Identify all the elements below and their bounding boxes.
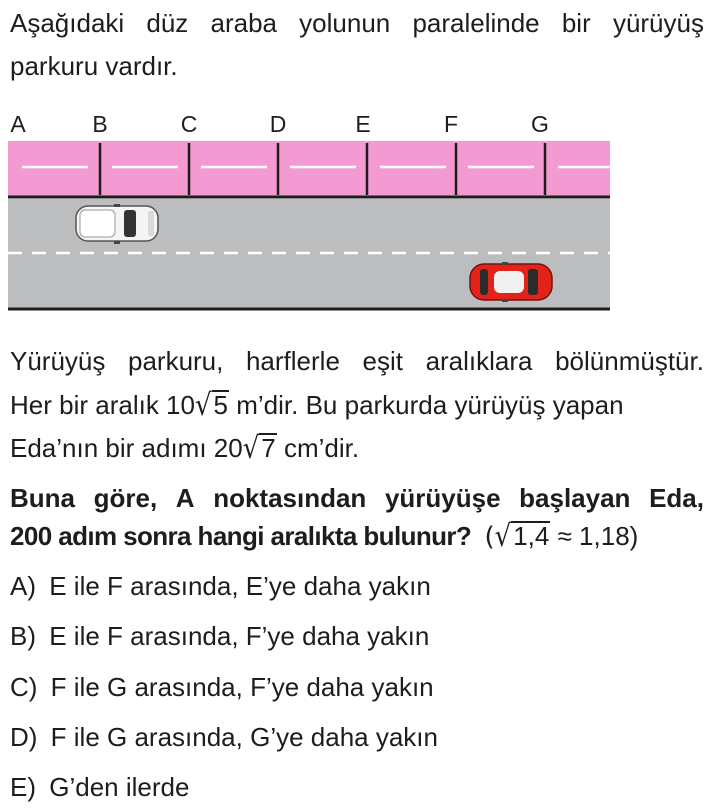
option-d[interactable] bbox=[10, 722, 438, 753]
word: Buna bbox=[10, 483, 75, 513]
question-line-1 bbox=[10, 483, 704, 514]
option-e[interactable] bbox=[10, 772, 189, 803]
word: Yürüyüş bbox=[10, 346, 106, 376]
body-line-1 bbox=[10, 346, 704, 377]
option-text: G’den ilerde bbox=[49, 772, 190, 802]
word: göre, bbox=[93, 483, 158, 513]
text-before: Eda’nın bir adımı 20 bbox=[10, 433, 243, 463]
option-a[interactable] bbox=[10, 571, 431, 602]
option-b[interactable] bbox=[10, 621, 429, 652]
radicand: 7 bbox=[261, 433, 276, 463]
option-c[interactable] bbox=[10, 672, 434, 703]
radical-sign: √ bbox=[494, 519, 512, 555]
word: Aşağıdaki bbox=[10, 8, 125, 38]
question-text: 200 adım sonra hangi aralıkta bulunur? bbox=[10, 521, 472, 551]
word: paralelinde bbox=[412, 8, 540, 38]
white-car bbox=[76, 204, 158, 244]
option-text: F ile G arasında, G’ye daha yakın bbox=[50, 722, 438, 752]
word: harflerle bbox=[245, 346, 340, 376]
question-line-2 bbox=[10, 519, 639, 555]
body-line-2 bbox=[10, 388, 624, 424]
label-B: B bbox=[92, 111, 108, 137]
hint-rest: ≈ 1,18) bbox=[550, 521, 639, 551]
hint-radicand: 1,4 bbox=[513, 521, 550, 551]
word: parkuru, bbox=[127, 346, 224, 376]
option-key: E) bbox=[10, 772, 36, 802]
intro-line-2: parkuru vardır. bbox=[10, 51, 178, 81]
label-E: E bbox=[355, 111, 371, 137]
label-C: C bbox=[180, 111, 198, 137]
radical-sign: √ bbox=[194, 388, 212, 424]
road-figure bbox=[8, 107, 614, 313]
word: bir bbox=[561, 8, 591, 38]
label-G: G bbox=[531, 111, 549, 137]
red-car bbox=[470, 262, 552, 302]
label-F: F bbox=[443, 111, 459, 137]
word: yolunun bbox=[299, 8, 391, 38]
text-after: cm’dir. bbox=[276, 433, 360, 463]
radical-sign: √ bbox=[242, 431, 260, 467]
word: Eda, bbox=[649, 483, 704, 513]
word: eşit bbox=[362, 346, 403, 376]
text-before: Her bir aralık 10 bbox=[10, 390, 195, 420]
word: araba bbox=[210, 8, 277, 38]
word: yürüyüşe bbox=[384, 483, 501, 513]
word: yürüyüş bbox=[612, 8, 704, 38]
intro-line-1 bbox=[10, 8, 704, 39]
word: düz bbox=[146, 8, 189, 38]
option-text: E ile F arasında, E’ye daha yakın bbox=[49, 571, 431, 601]
radicand: 5 bbox=[213, 390, 229, 420]
walkway bbox=[8, 141, 610, 197]
label-D: D bbox=[269, 111, 287, 137]
word: A bbox=[175, 483, 195, 513]
option-key: B) bbox=[10, 621, 36, 651]
option-text: E ile F arasında, F’ye daha yakın bbox=[49, 621, 430, 651]
word: bölünmüştür. bbox=[555, 346, 704, 376]
option-text: F ile G arasında, F’ye daha yakın bbox=[50, 672, 434, 702]
text-after: m’dir. Bu parkurda yürüyüş yapan bbox=[229, 390, 624, 420]
hint-open: ( bbox=[484, 522, 495, 552]
option-key: D) bbox=[10, 722, 38, 752]
word: aralıklara bbox=[425, 346, 533, 376]
option-key: A) bbox=[10, 571, 36, 601]
body-line-3 bbox=[10, 431, 360, 467]
word: noktasından bbox=[213, 483, 367, 513]
option-key: C) bbox=[10, 672, 38, 702]
label-A: A bbox=[10, 111, 26, 137]
word: başlayan bbox=[519, 483, 631, 513]
